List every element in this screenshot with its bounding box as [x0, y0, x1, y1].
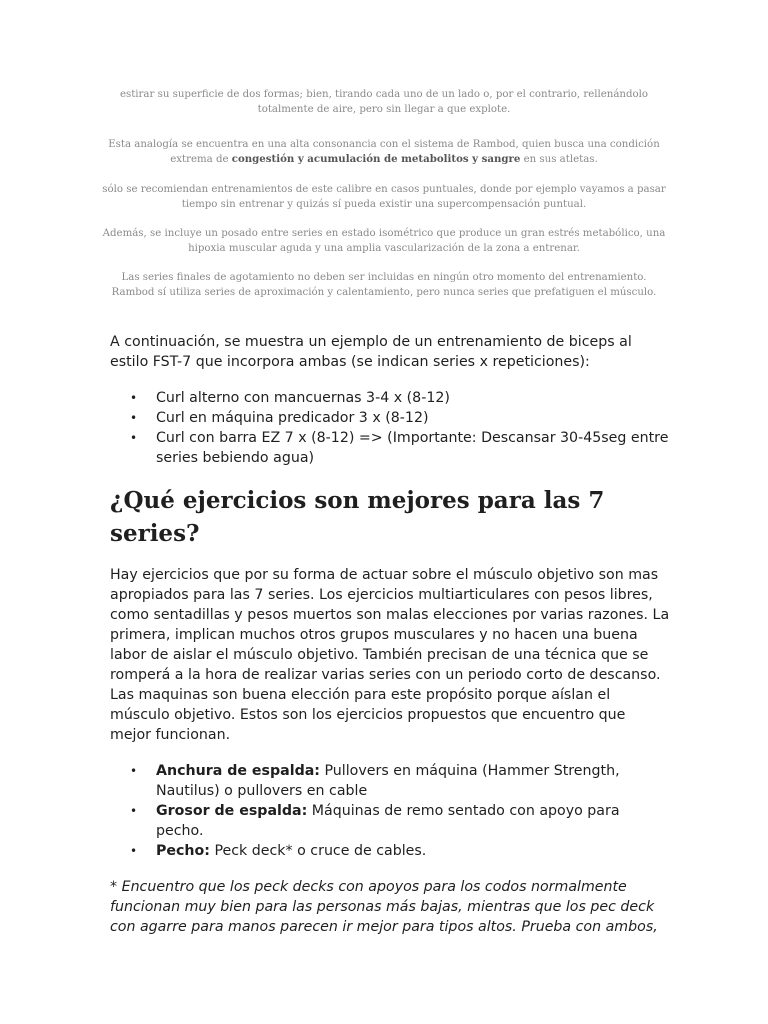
bullet-icon: •: [130, 764, 138, 778]
bullet-icon: •: [130, 391, 138, 405]
list-item-text: Curl alterno con mancuernas 3-4 x (8-12): [156, 390, 450, 406]
list-item-text: Curl con barra EZ 7 x (8-12) => (Importante: Descansar 30-45seg entre series bebiendo agua): [156, 430, 669, 466]
exercise-list: [110, 388, 670, 468]
footnote: * Encuentro que los peck decks con apoyos para los codos normalmente funcionan muy bien para las personas más bajas, mientras que los pec deck con agarre para manos parecen ir mejor para tipos altos. Prueba con ambos,: [110, 879, 658, 935]
small-paragraph-2-end: en sus atletas.: [520, 154, 598, 165]
list-item: [110, 388, 670, 408]
list-item-label: Anchura de espalda:: [156, 763, 320, 779]
list-item-text: Peck deck* o cruce de cables.: [209, 843, 427, 859]
list-item: [110, 761, 670, 801]
list-item-label: Grosor de espalda:: [156, 803, 308, 819]
bullet-icon: •: [130, 431, 138, 445]
bullet-icon: •: [130, 804, 138, 818]
list-item: [110, 841, 670, 861]
section-heading: ¿Qué ejercicios son mejores para las 7 series?: [110, 487, 605, 547]
small-paragraph-2-emphasis: congestión y acumulación de metabolitos y sangre: [231, 153, 521, 165]
list-item-label: Pecho:: [156, 843, 210, 859]
list-item: [110, 801, 670, 841]
list-item: [110, 408, 670, 428]
small-paragraph-4: Además, se incluye un posado entre series en estado isométrico que produce un gran estrés metabólico, una hipoxia muscular aguda y una amplia vascularización de la zona a entrenar.: [102, 228, 666, 254]
small-paragraph-5: Las series finales de agotamiento no deben ser incluidas en ningún otro momento del entrenamiento. Rambod sí utiliza series de aproximación y calentamiento, pero nunca series que prefatiguen el músculo.: [111, 272, 657, 298]
list-item: [110, 428, 670, 468]
list-item-text: Máquinas de remo sentado con apoyo para pecho.: [156, 803, 620, 839]
small-paragraph-3: sólo se recomiendan entrenamientos de este calibre en casos puntuales, donde por ejemplo vayamos a pasar tiempo sin entrenar y quizás sí pueda existir una supercompensación puntual.: [102, 184, 666, 210]
list-item-text: Pullovers en máquina (Hammer Strength, Nautilus) o pullovers en cable: [156, 763, 620, 799]
intro-paragraph: A continuación, se muestra un ejemplo de un entrenamiento de biceps al estilo FST-7 que incorpora ambas (se indican series x repeticiones):: [110, 334, 632, 370]
bullet-icon: •: [130, 411, 138, 425]
body-paragraph: Hay ejercicios que por su forma de actuar sobre el músculo objetivo son mas apropiados para las 7 series. Los ejercicios multiarticulares con pesos libres, como sentadillas y pesos muertos son malas elecciones por varias razones. La primera, implican muchos otros grupos musculares y no hacen una buena labor de aislar el músculo objetivo. También precisan de una técnica que se romperá a la hora de realizar varias series con un periodo corto de descanso. Las maquinas son buena elección para este propósito porque aíslan el músculo objetivo. Estos son los ejercicios propuestos que encuentro que mejor funcionan.: [110, 567, 670, 743]
small-paragraph-2-start: Esta analogía se encuentra en una alta consonancia con el sistema de Rambod, quien busca una condición extrema de: [108, 139, 660, 165]
small-paragraph-1: estirar su superficie de dos formas; bien, tirando cada uno de un lado o, por el contrario, rellenándolo totalmente de aire, pero sin llegar a que explote.: [119, 89, 649, 115]
small-paragraph-2: [100, 137, 668, 167]
recommendation-list: [110, 761, 670, 861]
list-item-text: Curl en máquina predicador 3 x (8-12): [156, 410, 429, 426]
bullet-icon: •: [130, 844, 138, 858]
